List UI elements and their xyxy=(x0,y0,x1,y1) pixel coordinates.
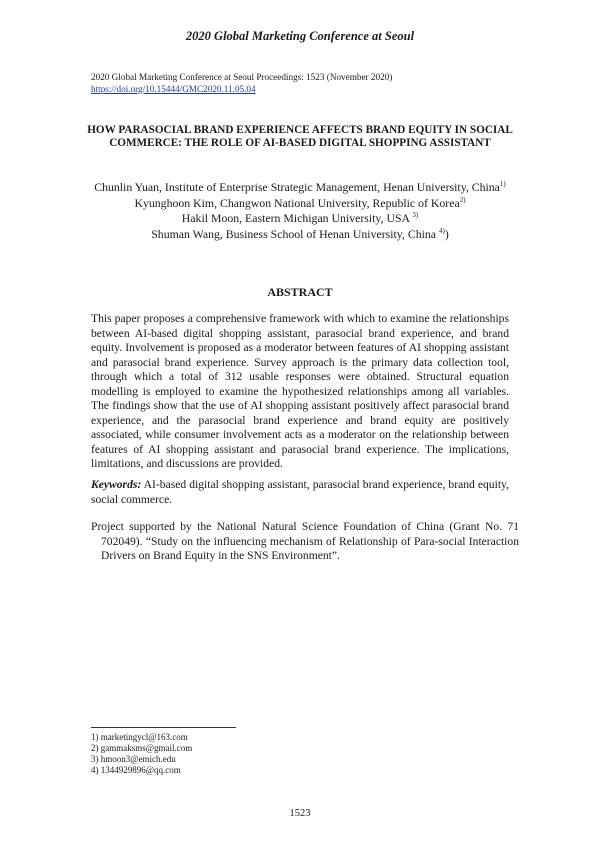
author-line xyxy=(91,227,509,243)
author-affiliation: Kyunghoon Kim, Changwon National University, Republic of Korea xyxy=(134,195,460,210)
closing-paren: ) xyxy=(444,226,449,241)
author-affiliation: Chunlin Yuan, Institute of Enterprise Strategic Management, Henan University, China xyxy=(94,180,500,194)
keywords-paragraph xyxy=(91,478,509,507)
footnote-item: 4) 1344929896@qq.com xyxy=(91,765,181,775)
keywords-text: AI-based digital shopping assistant, parasocial brand experience, brand equity, social commerce. xyxy=(91,478,509,506)
footnote-item: 3) hmoon3@emich.edu xyxy=(91,754,176,764)
doi-link[interactable]: https://doi.org/10.15444/GMC2020.11.05.04 xyxy=(91,83,256,94)
footnotes xyxy=(91,732,192,776)
author-affiliation: Hakil Moon, Eastern Michigan University, USA xyxy=(181,211,413,226)
footnote-mark: 3) xyxy=(412,211,419,220)
footnote-mark: 1) xyxy=(499,180,506,188)
footnote-mark: 4) xyxy=(438,226,445,235)
paper-title: HOW PARASOCIAL BRAND EXPERIENCE AFFECTS BRAND EQUITY IN SOCIAL COMMERCE: THE ROLE OF AI-BASED DIGITAL SHOPPING ASSISTANT xyxy=(87,124,513,150)
abstract-body: This paper proposes a comprehensive framework with which to examine the relationships between AI-based digital shopping assistant, parasocial brand experience, and brand equity. Involvement is proposed as a moderator between features of AI shopping assistant and parasocial brand experience. Survey approach is the primary data collection tool, through which a total of 312 usable responses were obtained. Structural equation modelling is employed to examine the hypothesized relationships among all variables. The findings show that the use of AI shopping assistant positively affect parasocial brand experience, and the parasocial brand experience and brand equity are positively associated, while consumer involvement acts as a moderator on the relationship between features of AI shopping assistant and parasocial brand experience. The implications, limitations, and discussions are provided. xyxy=(91,312,509,470)
footnote-item: 1) marketingycl@163.com xyxy=(91,732,188,742)
footnote-divider xyxy=(91,727,236,728)
page-number: 1523 xyxy=(289,808,311,819)
author-line xyxy=(91,180,509,196)
footnote-mark: 2) xyxy=(459,195,466,204)
abstract-heading: ABSTRACT xyxy=(267,285,333,299)
author-line xyxy=(91,196,509,212)
author-line xyxy=(91,211,509,227)
keywords-label: Keywords: xyxy=(91,478,142,491)
funding-note: Project supported by the National Natural Science Foundation of China (Grant No. 71 702049). “Study on the influencing mechanism of Relationship of Para-social Interaction Drivers on Brand Equity in the SNS Environment”. xyxy=(91,520,519,562)
citation-block xyxy=(91,72,392,95)
author-list xyxy=(91,180,509,242)
running-head: 2020 Global Marketing Conference at Seoul xyxy=(185,29,415,43)
proceedings-citation: 2020 Global Marketing Conference at Seoul Proceedings: 1523 (November 2020) xyxy=(91,72,393,82)
author-affiliation: Shuman Wang, Business School of Henan University, China xyxy=(151,226,439,241)
footnote-item: 2) gammaksms@gmail.com xyxy=(91,743,193,753)
